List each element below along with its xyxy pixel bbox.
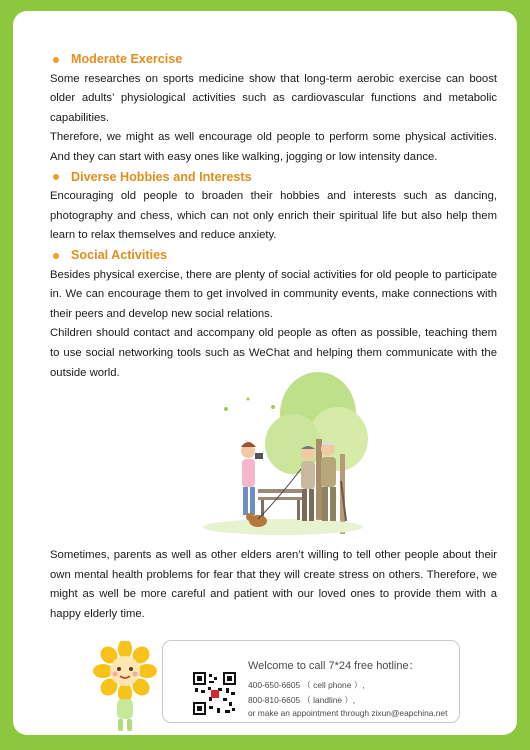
closing-paragraph: Sometimes, parents as well as other elders aren’t willing to tell other people about their own mental health problems for fear that they will create stress on others. Therefore, we might as well be more careful and patient with our loved ones to provide them with a happy elderly time. [50, 549, 497, 620]
sunflower-mascot-icon [90, 641, 160, 733]
hotline-cell-phone: 400-650-6605 （ cell phone ）, [248, 680, 365, 690]
document-page [13, 11, 517, 735]
section-heading-exercise: Moderate Exercise [50, 50, 497, 70]
paragraph: Besides physical exercise, there are plenty of social activities for old people to participate in. We can encourage them to get involved in community events, make connections with their peers and develop new social relations. [50, 268, 497, 320]
paragraph: Some researches on sports medicine show that long-term aerobic exercise can boost older adults’ physiological activities such as cardiovascular functions and metabolic capabilities. [50, 72, 497, 124]
article-body [50, 50, 497, 383]
bullet-icon [53, 174, 59, 180]
hotline-box [162, 640, 460, 723]
bullet-icon [53, 57, 59, 63]
section-heading-social: Social Activities [50, 246, 497, 266]
hotline-title: Welcome to call 7*24 free hotline： [248, 660, 420, 672]
paragraph: Therefore, we might as well encourage old people to perform some physical activities. And they can start with easy ones like walking, jogging or low intensity dance. [50, 131, 497, 163]
park-illustration-icon [198, 369, 373, 539]
section-heading-hobbies: Diverse Hobbies and Interests [50, 168, 497, 188]
qr-code-icon [193, 672, 236, 715]
hotline-email: or make an appointment through zixun@eapchina.net [248, 708, 448, 718]
bullet-icon [53, 253, 59, 259]
paragraph: Encouraging old people to broaden their hobbies and interests such as dancing, photography and chess, which can not only enrich their spiritual life but also help them learn to relax themselves and reduce anxiety. [50, 190, 497, 242]
hotline-landline: 800-810-6605 （ landline ）, [248, 695, 356, 705]
paragraph: Children should contact and accompany old people as often as possible, teaching them to use social networking tools such as WeChat and helping them communicate with the outside world. [50, 327, 497, 379]
